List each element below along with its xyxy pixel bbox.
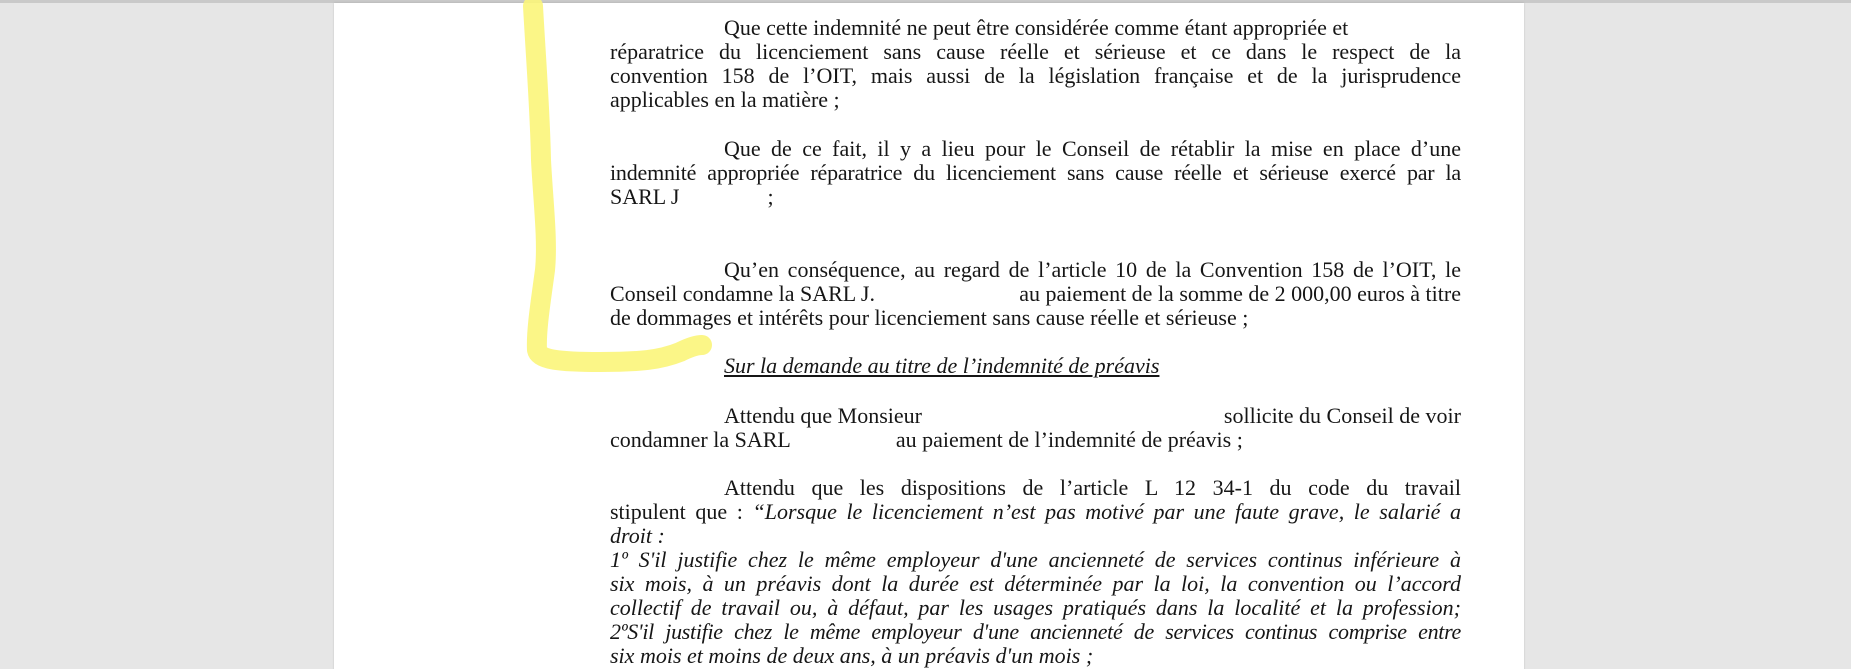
paragraph-2-line-2: indemnité appropriée réparatrice du licenciement sans cause réelle et sérieuse exercé par la (610, 160, 1461, 185)
paragraph-3-line-2-end: au paiement de la somme de 2 000,00 euros à titre (1019, 281, 1461, 306)
paragraph-5-line-6: collectif de travail ou, à défaut, par les usages pratiqués dans la localité et la profession; (610, 595, 1461, 620)
paragraph-1-line-1: Que cette indemnité ne peut être considérée comme étant appropriée et (724, 15, 1349, 40)
paragraph-5-quote-start: “Lorsque le licenciement n’est pas motivé par une faute grave, le salarié a (752, 499, 1462, 524)
document-page (334, 3, 1524, 669)
paragraph-1-line-2: réparatrice du licenciement sans cause réelle et sérieuse et ce dans le respect de la (610, 39, 1461, 64)
redacted-text (679, 185, 767, 209)
paragraph-4-line-2-start: condamner la SARL (610, 427, 791, 452)
paragraph-2 (610, 137, 1461, 209)
paragraph-1 (610, 16, 1461, 112)
paragraph-1-line-3: convention 158 de l’OIT, mais aussi de la législation française et de la jurisprudence (610, 63, 1461, 88)
paragraph-3-line-2 (610, 282, 1461, 306)
paragraph-2-line-1: Que de ce fait, il y a lieu pour le Conseil de rétablir la mise en place d’une (724, 136, 1461, 161)
redacted-text (791, 428, 896, 452)
section-heading: Sur la demande au titre de l’indemnité de préavis (724, 353, 1160, 378)
redacted-text (978, 404, 1168, 428)
paragraph-4 (610, 404, 1461, 452)
paragraph-5-line-1: Attendu que les dispositions de l’article L 12 34-1 du code du travail (724, 475, 1461, 500)
paragraph-4-line-1-end: sollicite du Conseil de voir (1223, 403, 1461, 428)
paragraph-4-line-1 (610, 404, 1461, 428)
paragraph-1-line-4: applicables en la matière ; (610, 87, 840, 112)
paragraph-5-line-7: 2ºS'il justifie chez le même employeur d'une ancienneté de services continus comprise entre (610, 619, 1461, 644)
paragraph-3-line-1: Qu’en conséquence, au regard de l’article 10 de la Convention 158 de l’OIT, le (724, 257, 1461, 282)
paragraph-5-line-5: six mois, à un préavis dont la durée est déterminée par la loi, la convention ou l’accord (610, 571, 1461, 596)
paragraph-5-line-2 (610, 500, 1461, 524)
paragraph-5-line-2-start: stipulent que : (610, 499, 743, 524)
paragraph-4-line-2 (610, 428, 1461, 452)
paragraph-3-line-3: de dommages et intérêts pour licenciement sans cause réelle et sérieuse ; (610, 305, 1249, 330)
paragraph-5-line-8: six mois et moins de deux ans, à un préavis d'un mois ; (610, 643, 1094, 668)
paragraph-5 (610, 476, 1461, 668)
paragraph-4-line-1-start: Attendu que Monsieur (724, 403, 922, 428)
paragraph-3-line-2-start: Conseil condamne la SARL J. (610, 281, 875, 306)
paragraph-5-line-4: 1º S'il justifie chez le même employeur d'une ancienneté de services continus inférieure à (610, 547, 1461, 572)
company-name-partial: SARL J (610, 184, 680, 209)
paragraph-2-line-3 (610, 185, 1461, 209)
redacted-text (909, 282, 985, 306)
paragraph-2-line-3-end: ; (767, 184, 774, 209)
paragraph-4-line-2-end: au paiement de l’indemnité de préavis ; (895, 427, 1243, 452)
paragraph-5-line-3: droit : (610, 523, 665, 548)
paragraph-3 (610, 258, 1461, 330)
